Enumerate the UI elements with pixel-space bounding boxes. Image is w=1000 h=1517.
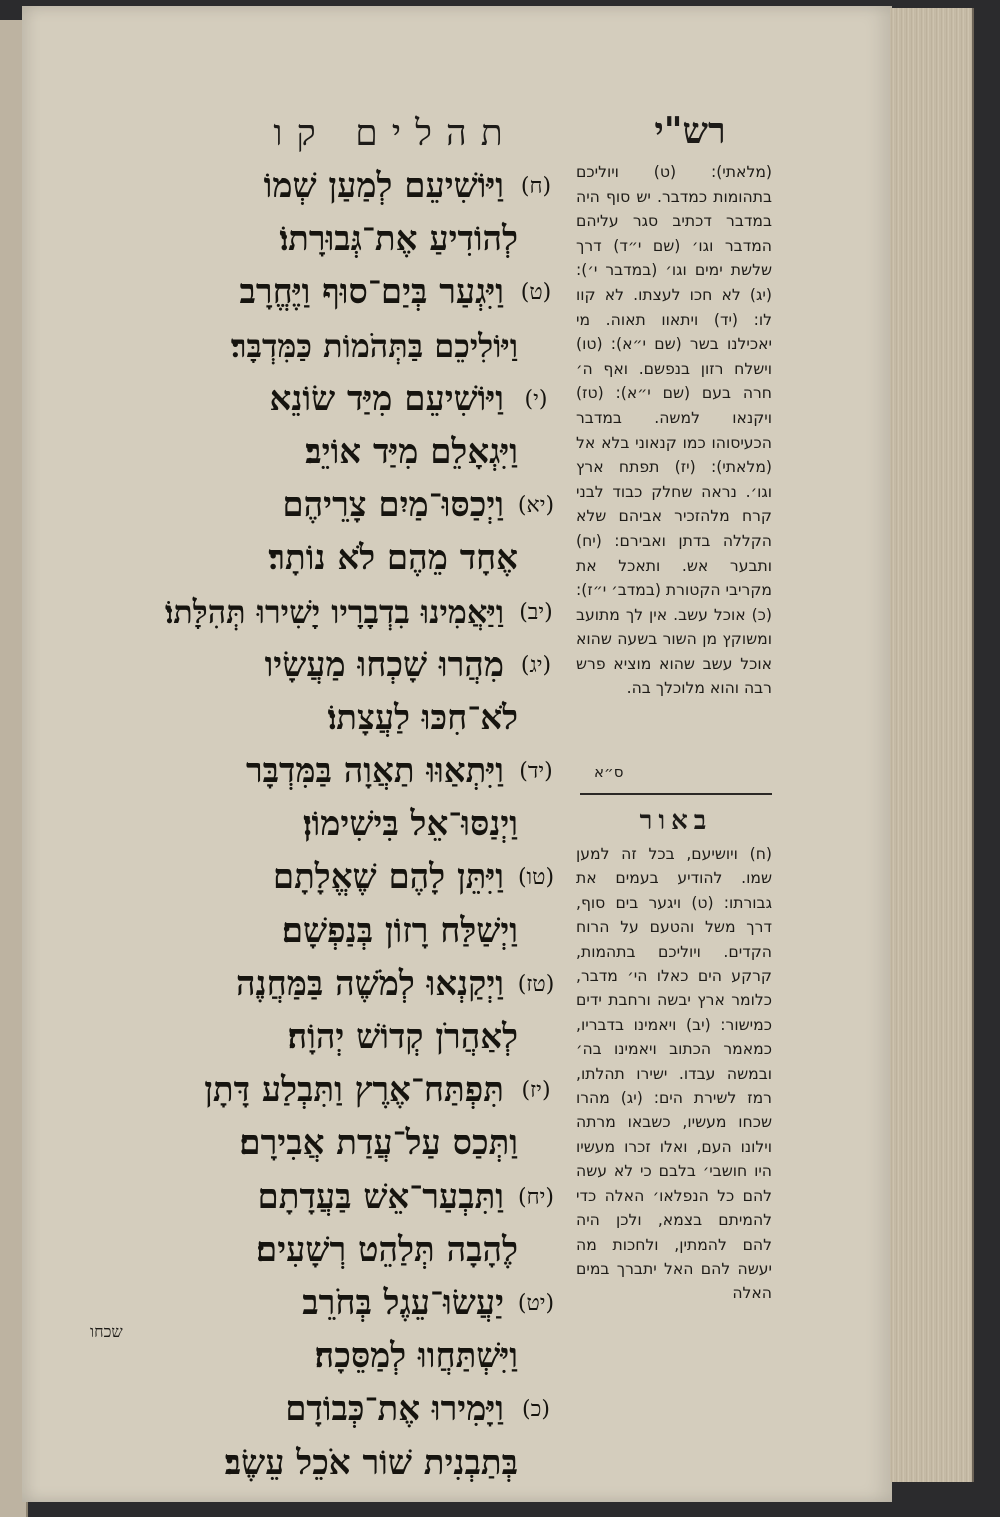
verse-text: וַיּוֹלִיכֵם בַּתְּהֹמוֹת כַּמִּדְבָּר׃ xyxy=(230,326,518,365)
verse-text: מִהֲרוּ שָׁכְחוּ מַעֲשָׂיו xyxy=(264,644,504,685)
verse-text: וַיִּגְעַר בְּיַם־סוּף וַיֶּחֱרָב xyxy=(239,272,504,313)
verse-text: תִּפְתַּח־אֶרֶץ וַתִּבְלַע דָּתָן xyxy=(204,1070,504,1111)
verse-text: וַתְּכַס עַל־עֲדַת אֲבִירָם׃ xyxy=(239,1123,518,1164)
verse-text: וַיְשַׁלַּח רָזוֹן בְּנַפְשָׁם׃ xyxy=(281,910,518,951)
verse-line xyxy=(92,426,558,479)
verse-text: יַעֲשׂוּ־עֵגֶל בְּחֹרֵב xyxy=(302,1282,504,1323)
verse-number: (יב) xyxy=(519,599,553,625)
verse-line xyxy=(92,1171,558,1224)
biur-title: באור xyxy=(639,806,713,836)
verse-line xyxy=(92,1064,558,1117)
commentary-divider xyxy=(580,793,772,795)
verse-text: וַיְנַסּוּ־אֵל בִּישִׁימוֹן׃ xyxy=(302,804,518,845)
verse-number: (יג) xyxy=(520,652,552,678)
verse-text: בְּתַבְנִית שׁוֹר אֹכֵל עֵשֶׂב׃ xyxy=(224,1442,518,1483)
verse-text: וַיַּאֲמִינוּ בִדְבָרָיו יָשִׁירוּ תְּהִלָּתוֹ׃ xyxy=(165,592,504,631)
verse-line xyxy=(92,320,558,373)
verse-text: לֹא־חִכּוּ לַעֲצָתוֹ׃ xyxy=(327,697,518,738)
verse-line xyxy=(92,692,558,745)
verse-text: וַיִּשְׁתַּחֲווּ לְמַסֵּכָה׃ xyxy=(314,1336,518,1377)
verse-number: (כ) xyxy=(522,1397,550,1423)
verse-line xyxy=(92,1277,558,1330)
verse-text: לְהוֹדִיעַ אֶת־גְּבוּרָתוֹ׃ xyxy=(279,219,518,260)
verse-number: (יט) xyxy=(517,1290,555,1316)
verse-number: (טז) xyxy=(517,971,555,997)
verse-text: וַתִּבְעַר־אֵשׁ בַּעֲדָתָם xyxy=(257,1176,504,1217)
verse-line xyxy=(92,798,558,851)
verse-line xyxy=(92,1383,558,1436)
verse-line xyxy=(92,1437,558,1490)
verse-text: וַיְכַסּוּ־מַיִם צָרֵיהֶם xyxy=(282,485,504,526)
verse-number: (יד) xyxy=(519,759,553,785)
verse-line xyxy=(92,1330,558,1383)
verse-text: לֶהָבָה תְּלַהֵט רְשָׁעִים׃ xyxy=(256,1229,518,1270)
verse-column xyxy=(92,160,558,1490)
verse-number: (ח) xyxy=(520,174,552,199)
verse-line xyxy=(92,851,558,904)
verse-text: וַיְקַנְאוּ לְמֹשֶׁה בַּמַּחֲנֶה xyxy=(235,963,504,1004)
rashi-end-mark: ס״א xyxy=(594,763,624,781)
verse-line xyxy=(92,373,558,426)
verse-number: (יא) xyxy=(517,493,555,519)
verse-line xyxy=(92,1117,558,1170)
verse-line xyxy=(92,1011,558,1064)
verse-text: וַיִּגְאָלֵם מִיַּד אוֹיֵב׃ xyxy=(305,431,518,472)
verse-text: אֶחָד מֵהֶם לֹא נוֹתָר׃ xyxy=(268,538,518,579)
page-stack-edges xyxy=(890,8,974,1482)
verse-text: וַיּוֹשִׁיעֵם מִיַּד שׂוֹנֵא xyxy=(269,378,504,419)
rashi-commentary: (מלאתי): (ט) ויוליכם בתהומות כמדבר. יש סוף היה במדבר דכתיב סגר עליהם המדבר וגו׳ (שם י״ד) דרך שלשת ימים וגו׳ (במדבר י׳): (יג) לא חכו לעצתו. לא קוו לו: (יד) ויתאוו תאוה. מי יאכילנו בשר (שם י״א): (טו) וישלח רזון בנפשם. ואף ה׳ חרה בעם (שם י״א): (טז) ויקנאו למשה. במדבר הכעיסוהו כמו קנאוני בלא אל (מלאתי): (יז) תפתח ארץ וגו׳. נראה שחלק כבוד לבני קרח מלהזכיר אביהם שלא הקללה בדתן ואבירם: (יח) ותבער אש. ותאכל את מקריבי הקטורת (במדב׳ י״ז): (כ) אוכל עשב. אין לך מתועב ומשוקץ מן השור בשעה שהוא אוכל עשב שהוא מוציא פרש רבה והוא מלוכלך בה. xyxy=(576,163,772,698)
catchword: שכחו xyxy=(90,1322,123,1341)
verse-number: (יח) xyxy=(518,1184,554,1210)
verse-text: וַיָּמִירוּ אֶת־כְּבוֹדָם xyxy=(285,1389,504,1430)
verse-number: (טו) xyxy=(517,865,555,891)
verse-line xyxy=(92,266,558,319)
verse-text: וַיּוֹשִׁיעֵם לְמַעַן שְׁמוֹ xyxy=(263,166,504,206)
verse-number: (ט) xyxy=(520,280,552,306)
page-title: תהלים קו xyxy=(273,113,517,154)
biur-commentary: (ח) ויושיעם, בכל זה למען שמו. להודיע בעמים את גבורתו: (ט) ויגער בים סוף, דרך משל והטעם על הרוח הקדים. ויוליכם בתהמות, קרקע הים כאלו הי׳ מדבר, כלומר ארץ יבשה ורחבת ידים כמישור: (יב) ויאמינו בדבריו, כמאמר הכתוב ויאמינו בה׳ ובמשה עבדו. ישירו תהלתו, רמז לשירת הים: (יג) מהרו שכחו מעשיו, כשבאו מרתה וילונו העם, ואלו זכרו מעשיו היו חושבי׳ בלבם כי לא עשה להם כל הנפלאו׳ האלה כדי להמיתם בצמא, ולכן היה להם להמתין, ולחכות מה יעשה להם האל יתברך במים האלה xyxy=(576,845,772,1303)
verse-text: לְאַהֲרֹן קְדוֹשׁ יְהוָֹה׃ xyxy=(287,1017,518,1057)
verse-line xyxy=(92,479,558,532)
verse-line xyxy=(92,958,558,1011)
verse-text: וַיִּתֵּן לָהֶם שֶׁאֱלָתָם xyxy=(272,857,504,898)
verse-line xyxy=(92,1224,558,1277)
verse-number: (יז) xyxy=(521,1078,551,1104)
verse-line xyxy=(92,745,558,798)
verse-number: (י) xyxy=(524,386,548,412)
verse-line xyxy=(92,160,558,213)
rashi-title: רש"י xyxy=(654,110,726,152)
verse-line xyxy=(92,905,558,958)
verse-line xyxy=(92,213,558,266)
verse-line xyxy=(92,639,558,692)
verse-text: וַיִּתְאַוּוּ תַאֲוָה בַּמִּדְבָּר xyxy=(245,751,504,792)
verse-line xyxy=(92,532,558,585)
verse-line xyxy=(92,586,558,639)
